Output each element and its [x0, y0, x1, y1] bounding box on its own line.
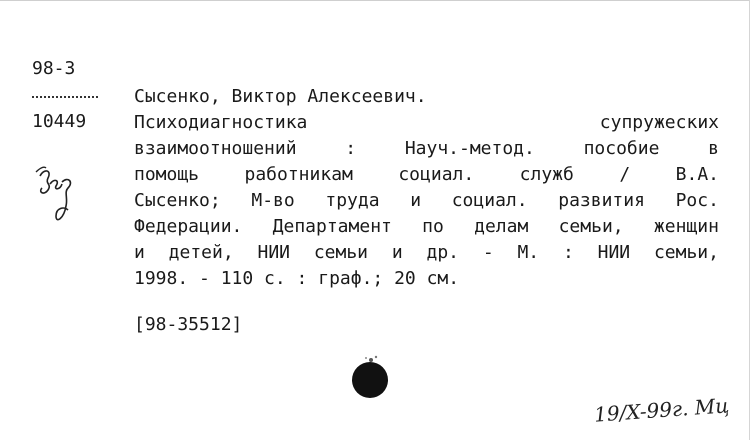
description-line: [134, 214, 719, 240]
handwritten-initials-icon: [34, 162, 78, 232]
description-word: /: [619, 164, 631, 185]
description-word: М.: [517, 242, 540, 263]
description-line: [134, 136, 719, 162]
description-word: пособие: [583, 138, 660, 159]
description-line: [134, 188, 719, 214]
description-word: труда: [325, 190, 380, 211]
author-heading: Сысенко, Виктор Алексеевич.: [134, 86, 427, 107]
description-word: :: [345, 138, 357, 159]
description-word: 1998. - 110 с. : граф.; 20 см.: [134, 268, 460, 289]
description-word: Рос.: [675, 190, 719, 211]
description-word: по: [422, 216, 444, 237]
description-word: Сысенко;: [134, 190, 221, 211]
description-word: Науч.-метод.: [404, 138, 535, 159]
description-word: и: [391, 242, 403, 263]
description-word: помощь: [134, 164, 200, 185]
description-word: социал.: [398, 164, 475, 185]
bibliographic-description: [134, 110, 719, 292]
ink-stamp-icon: [349, 352, 395, 404]
description-word: развития: [558, 190, 645, 211]
handwritten-date-note: 19/X-99г. Мц: [593, 393, 730, 427]
description-word: семьи,: [558, 216, 624, 237]
classification-code: 98-3: [32, 58, 76, 79]
description-word: делам: [474, 216, 529, 237]
description-line: [134, 162, 719, 188]
classification-divider: [32, 96, 98, 98]
description-word: и: [410, 190, 422, 211]
description-word: -: [482, 242, 494, 263]
description-word: работникам: [244, 164, 353, 185]
description-word: супружеских: [599, 112, 719, 133]
description-word: в: [708, 138, 719, 159]
description-word: НИИ: [597, 242, 631, 263]
description-word: др.: [426, 242, 459, 263]
description-word: социал.: [451, 190, 528, 211]
description-word: служб: [519, 164, 574, 185]
description-word: В.А.: [675, 164, 719, 185]
description-word: семьи: [313, 242, 369, 263]
description-word: семьи,: [653, 242, 719, 263]
description-word: НИИ: [257, 242, 291, 263]
description-word: детей,: [168, 242, 234, 263]
description-line: [134, 110, 719, 136]
description-word: женщин: [653, 216, 719, 237]
inventory-number: 10449: [32, 111, 87, 132]
description-word: Федерации.: [134, 216, 243, 237]
description-word: взаимоотношений: [134, 138, 297, 159]
description-word: :: [562, 242, 574, 263]
description-word: Департамент: [272, 216, 392, 237]
description-line: [134, 266, 719, 292]
description-line: [134, 240, 719, 266]
description-word: Психодиагностика: [134, 112, 308, 133]
description-word: и: [134, 242, 145, 263]
call-number: [98-35512]: [134, 314, 243, 335]
card-top-edge: [0, 0, 750, 1]
description-word: М-во: [251, 190, 295, 211]
